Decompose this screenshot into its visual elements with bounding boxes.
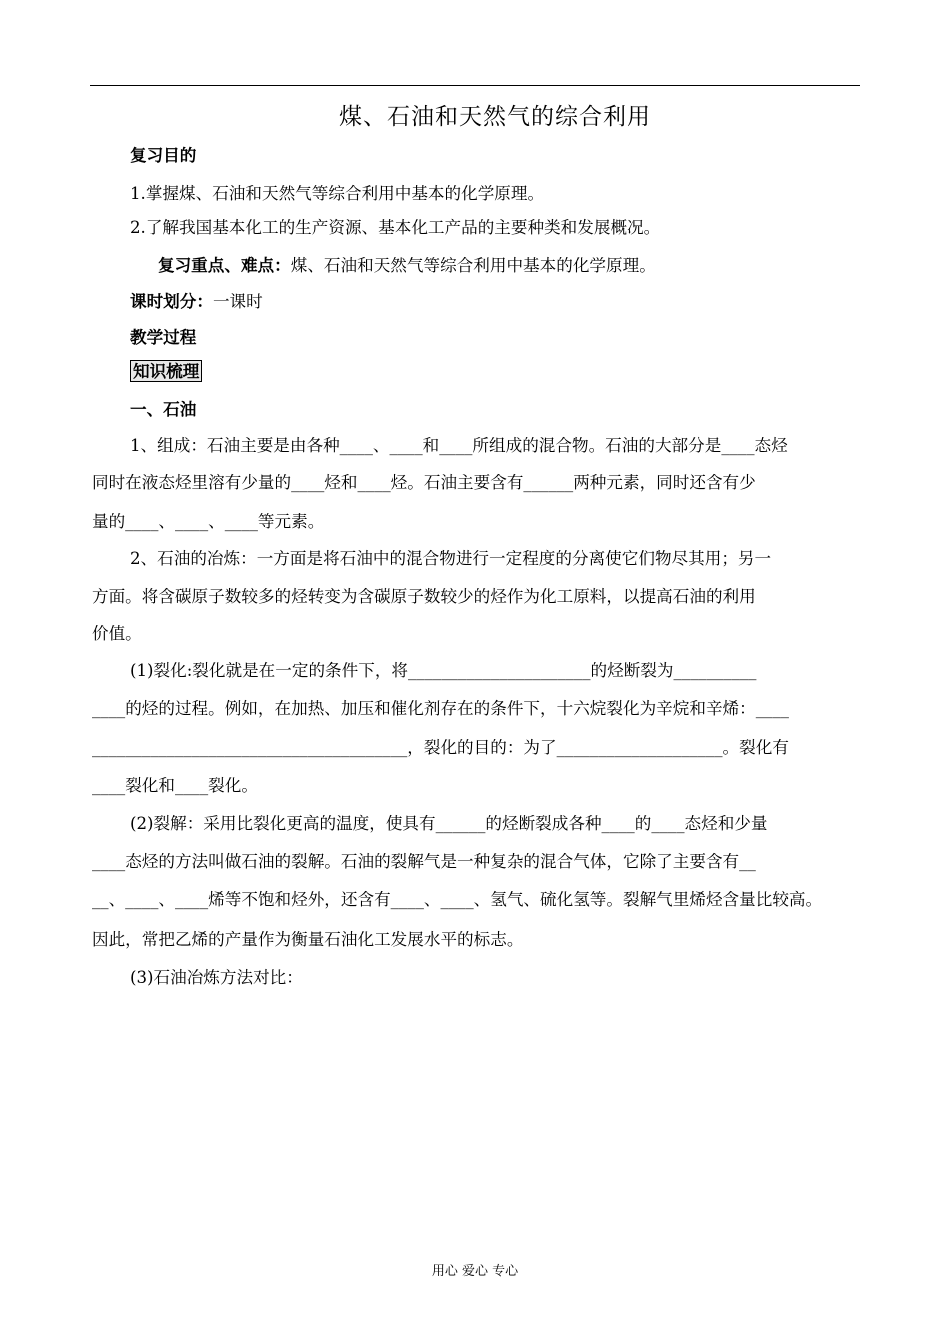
section-petroleum-heading: 一、石油 <box>130 399 197 419</box>
goal-2: 2.了解我国基本化工的生产资源、基本化工产品的主要种类和发展概况。 <box>130 218 661 237</box>
teaching-process-heading: 教学过程 <box>130 327 197 347</box>
header-rule <box>90 85 860 86</box>
cracking-line-1: (1)裂化:裂化就是在一定的条件下，将______________________的烃断裂为__________ <box>130 661 757 680</box>
comparison-heading: (3)石油冶炼方法对比： <box>130 968 303 987</box>
goal-1: 1.掌握煤、石油和天然气等综合利用中基本的化学原理。 <box>130 184 545 203</box>
page-footer: 用心 爱心 专心 <box>431 1264 519 1279</box>
cracking-line-4: ____裂化和____裂化。 <box>92 776 258 795</box>
class-hours <box>130 288 263 312</box>
composition-line-2: 同时在液态烃里溶有少量的____烃和____烃。石油主要含有______两种元素，同时还含有少 <box>92 473 756 492</box>
class-hours-text: 一课时 <box>212 292 263 311</box>
pyrolysis-line-2: ____态烃的方法叫做石油的裂解。石油的裂解气是一种复杂的混合气体，它除了主要含有__ <box>92 852 756 871</box>
pyrolysis-line-4: 因此，常把乙烯的产量作为衡量石油化工发展水平的标志。 <box>92 930 524 949</box>
knowledge-box-line <box>130 358 202 382</box>
key-points-label: 复习重点、难点： <box>158 255 291 275</box>
pyrolysis-line-3: __、____、____烯等不饱和烃外，还含有____、____、氢气、硫化氢等。裂解气里烯烃含量比较高。 <box>92 890 823 909</box>
refining-line-3: 价值。 <box>92 624 142 643</box>
page-title: 煤、石油和天然气的综合利用 <box>339 104 651 130</box>
pyrolysis-line-1: (2)裂解：采用比裂化更高的温度，使具有______的烃断裂成各种____的____态烃和少量 <box>130 814 768 833</box>
knowledge-box: 知识梳理 <box>130 360 202 382</box>
cracking-line-2: ____的烃的过程。例如，在加热、加压和催化剂存在的条件下，十六烷裂化为辛烷和辛烯：____ <box>92 699 789 718</box>
cracking-line-3: ______________________________________，裂化的目的：为了____________________。裂化有 <box>92 738 789 757</box>
refining-line-1: 2、石油的冶炼：一方面是将石油中的混合物进行一定程度的分离使它们物尽其用；另一 <box>130 549 772 568</box>
key-points-text: 煤、石油和天然气等综合利用中基本的化学原理。 <box>290 256 656 275</box>
key-points <box>158 252 656 276</box>
refining-line-2: 方面。将含碳原子数较多的烃转变为含碳原子数较少的烃作为化工原料，以提高石油的利用 <box>92 587 756 606</box>
composition-line-1: 1、组成：石油主要是由各种____、____和____所组成的混合物。石油的大部分是____态烃 <box>130 436 788 455</box>
composition-line-3: 量的____、____、____等元素。 <box>92 512 325 531</box>
class-hours-label: 课时划分： <box>130 291 213 311</box>
review-goals-heading: 复习目的 <box>130 145 197 165</box>
